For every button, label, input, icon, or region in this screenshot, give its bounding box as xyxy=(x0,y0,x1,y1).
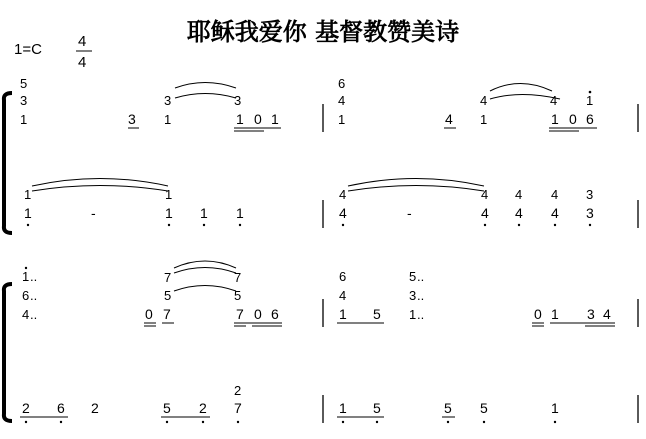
slur xyxy=(174,268,236,274)
dot-above xyxy=(589,91,592,94)
dots: .. xyxy=(30,269,38,284)
note: 2 xyxy=(199,400,207,416)
system-2-upper-measure-2 xyxy=(337,269,615,326)
system-2 xyxy=(4,261,638,423)
note: 7 xyxy=(234,270,242,285)
note: 7 xyxy=(236,306,244,322)
system-2-upper-measure-1 xyxy=(22,261,282,326)
slur xyxy=(174,261,236,268)
note: 3 xyxy=(586,205,594,221)
system-2-lower-measure-2 xyxy=(337,400,559,423)
note: 6 xyxy=(586,111,594,127)
dot-below xyxy=(483,421,485,423)
note: 1 xyxy=(20,112,28,127)
slur xyxy=(490,84,552,92)
note: 5 xyxy=(480,400,488,416)
note: 3 xyxy=(587,306,595,322)
note: 1 xyxy=(165,187,173,202)
note: 3 xyxy=(409,288,417,303)
system-1-brace xyxy=(4,93,12,233)
tie xyxy=(348,179,484,187)
slur xyxy=(175,94,236,99)
note: 6 xyxy=(338,76,346,91)
note: 2 xyxy=(91,400,99,416)
note: 4 xyxy=(481,187,489,202)
system-2-lower-measure-1 xyxy=(20,383,242,423)
note: 1 xyxy=(338,112,346,127)
note: 5 xyxy=(20,76,28,91)
note: 4 xyxy=(551,205,559,221)
note: 4 xyxy=(22,307,30,322)
note: 1 xyxy=(551,111,559,127)
dots: .. xyxy=(417,307,425,322)
note: 4 xyxy=(339,187,347,202)
note: 4 xyxy=(603,306,611,322)
note: 1 xyxy=(339,306,347,322)
system-2-brace xyxy=(4,284,12,421)
note: 4 xyxy=(338,93,346,108)
note: 4 xyxy=(339,205,347,221)
note: 3 xyxy=(128,111,136,127)
note: 1 xyxy=(164,112,172,127)
note: 1 xyxy=(22,269,30,284)
note: 1 xyxy=(339,400,347,416)
note: 4 xyxy=(550,93,558,108)
dots: .. xyxy=(417,269,425,284)
note: 3 xyxy=(234,93,242,108)
tie xyxy=(348,186,484,192)
dot-below xyxy=(168,224,170,226)
dot-below xyxy=(518,224,520,226)
key-signature: 1=C xyxy=(14,41,42,58)
dots: .. xyxy=(30,288,38,303)
note: 1 xyxy=(200,205,208,221)
system-1-upper-measure-1 xyxy=(20,76,281,131)
note: 3 xyxy=(164,93,172,108)
note: 0 xyxy=(254,111,262,127)
note: 6 xyxy=(339,269,347,284)
note: 0 xyxy=(569,111,577,127)
note: 5 xyxy=(373,400,381,416)
dot-below xyxy=(166,421,168,423)
system-1 xyxy=(4,76,638,233)
note: 1 xyxy=(24,205,32,221)
note: 0 xyxy=(534,306,542,322)
note: 1 xyxy=(271,111,279,127)
note: 7 xyxy=(164,270,172,285)
score-title: 耶稣我爱你 基督教赞美诗 xyxy=(186,17,460,46)
note: - xyxy=(91,205,96,221)
dot-below xyxy=(554,421,556,423)
note: 1 xyxy=(480,112,488,127)
note: - xyxy=(407,205,412,221)
note: 1 xyxy=(236,111,244,127)
dot-below xyxy=(202,421,204,423)
tie xyxy=(32,179,168,187)
note: 5 xyxy=(163,400,171,416)
note: 7 xyxy=(163,306,171,322)
note: 5 xyxy=(373,306,381,322)
note: 1 xyxy=(409,307,417,322)
note: 0 xyxy=(145,306,153,322)
note: 5 xyxy=(234,288,242,303)
note: 4 xyxy=(551,187,559,202)
note: 1 xyxy=(551,400,559,416)
dot-below xyxy=(342,421,344,423)
system-1-lower-measure-2 xyxy=(339,179,594,227)
tie xyxy=(32,186,168,192)
dot-above xyxy=(25,267,27,269)
note: 6 xyxy=(22,288,30,303)
dot-below xyxy=(27,224,29,226)
note: 4 xyxy=(445,111,453,127)
note: 4 xyxy=(481,205,489,221)
note: 3 xyxy=(20,93,28,108)
note: 1 xyxy=(551,306,559,322)
note: 0 xyxy=(254,306,262,322)
dot-below xyxy=(342,224,344,226)
dot-below xyxy=(589,224,591,226)
note: 4 xyxy=(515,187,523,202)
dots: .. xyxy=(417,288,425,303)
dot-below xyxy=(554,224,556,226)
dot-below xyxy=(484,224,486,226)
note: 1 xyxy=(236,205,244,221)
note: 7 xyxy=(234,400,242,416)
note: 6 xyxy=(57,400,65,416)
note: 1 xyxy=(586,93,594,108)
dots: .. xyxy=(30,307,38,322)
dot-below xyxy=(25,421,27,423)
note: 5 xyxy=(444,400,452,416)
note: 2 xyxy=(234,383,242,398)
dot-below xyxy=(203,224,205,226)
note: 2 xyxy=(22,400,30,416)
dot-below xyxy=(447,421,449,423)
note: 4 xyxy=(339,288,347,303)
time-signature-bottom: 4 xyxy=(78,54,87,71)
slur xyxy=(175,83,236,89)
slur xyxy=(174,286,236,292)
note: 4 xyxy=(515,205,523,221)
system-1-lower-measure-1 xyxy=(24,179,244,227)
system-1-upper-measure-2 xyxy=(338,76,597,131)
dot-below xyxy=(237,421,239,423)
dot-below xyxy=(376,421,378,423)
note: 5 xyxy=(164,288,172,303)
note: 1 xyxy=(165,205,173,221)
dot-below xyxy=(239,224,241,226)
dot-below xyxy=(60,421,62,423)
note: 6 xyxy=(271,306,279,322)
note: 3 xyxy=(586,187,594,202)
note: 1 xyxy=(24,187,32,202)
time-signature-top: 4 xyxy=(78,33,87,50)
note: 5 xyxy=(409,269,417,284)
note: 4 xyxy=(480,93,488,108)
